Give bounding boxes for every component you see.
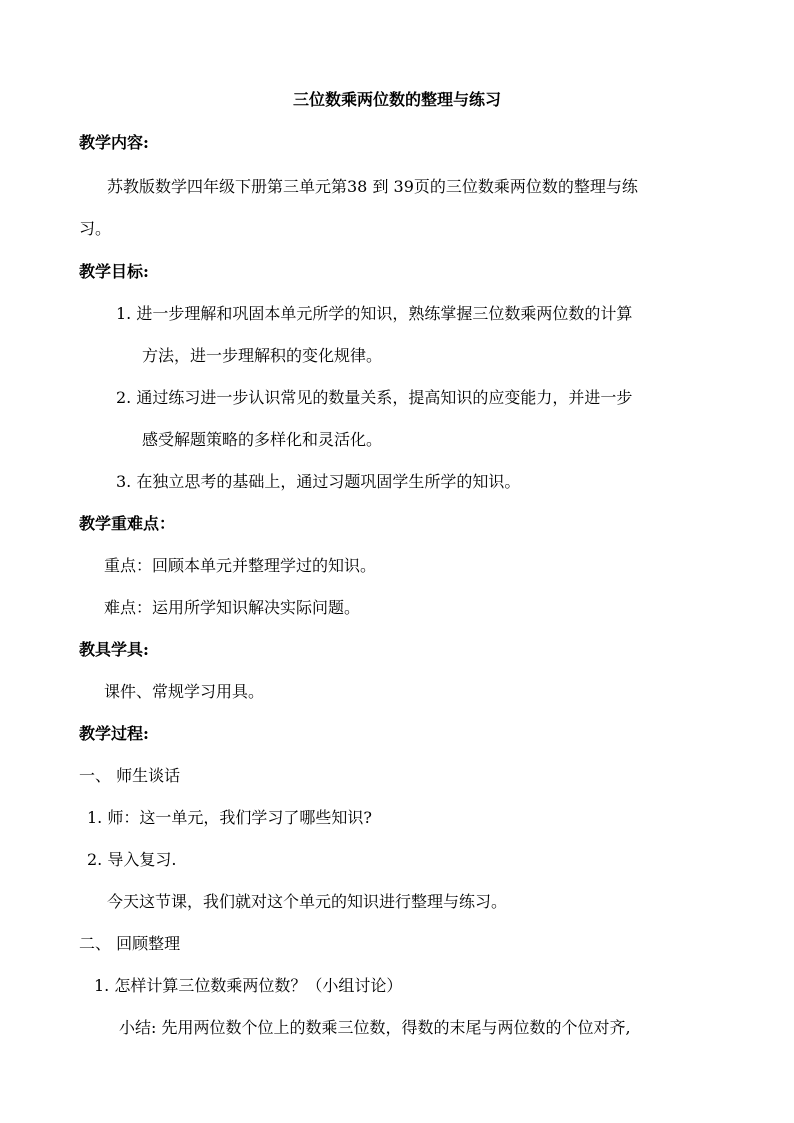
document-title: 三位数乘两位数的整理与练习 [292, 90, 501, 109]
goal-1-line2: 方法，进一步理解积的变化规律。 [142, 346, 383, 365]
process-part1-title: 一、 师生谈话 [79, 766, 181, 785]
goal-1-line1: 1. 进一步理解和巩固本单元所学的知识，熟练掌握三位数乘两位数的计算 [116, 304, 633, 323]
heading-process: 教学过程: [79, 724, 149, 743]
content-text-line1: 苏教版数学四年级下册第三单元第38 到 39页的三位数乘两位数的整理与练 [107, 177, 638, 196]
process-part2-q1: 1. 怎样计算三位数乘两位数？（小组讨论） [94, 976, 403, 995]
content-text-line2: 习。 [79, 219, 112, 238]
process-part2-title: 二、 回顾整理 [79, 934, 181, 953]
tools-text: 课件、常规学习用具。 [104, 682, 265, 701]
key-point-focus: 重点：回顾本单元并整理学过的知识。 [104, 556, 377, 575]
heading-content: 教学内容: [79, 133, 149, 152]
process-part1-q3: 今天这节课，我们就对这个单元的知识进行整理与练习。 [107, 892, 508, 911]
heading-goals: 教学目标: [79, 262, 149, 281]
process-part1-q2: 2. 导入复习. [87, 850, 177, 869]
goal-2-line2: 感受解题策略的多样化和灵活化。 [142, 430, 383, 449]
goal-3-line1: 3. 在独立思考的基础上，通过习题巩固学生所学的知识。 [116, 472, 521, 491]
heading-tools: 教具学具: [79, 640, 149, 659]
goal-2-line1: 2. 通过练习进一步认识常见的数量关系，提高知识的应变能力，并进一步 [116, 388, 633, 407]
heading-key-points: 教学重难点： [79, 514, 176, 533]
process-part2-summary: 小结: 先用两位数个位上的数乘三位数，得数的末尾与两位数的个位对齐, [119, 1018, 631, 1037]
key-point-difficulty: 难点：运用所学知识解决实际问题。 [104, 598, 361, 617]
process-part1-q1: 1. 师：这一单元，我们学习了哪些知识? [87, 808, 372, 827]
